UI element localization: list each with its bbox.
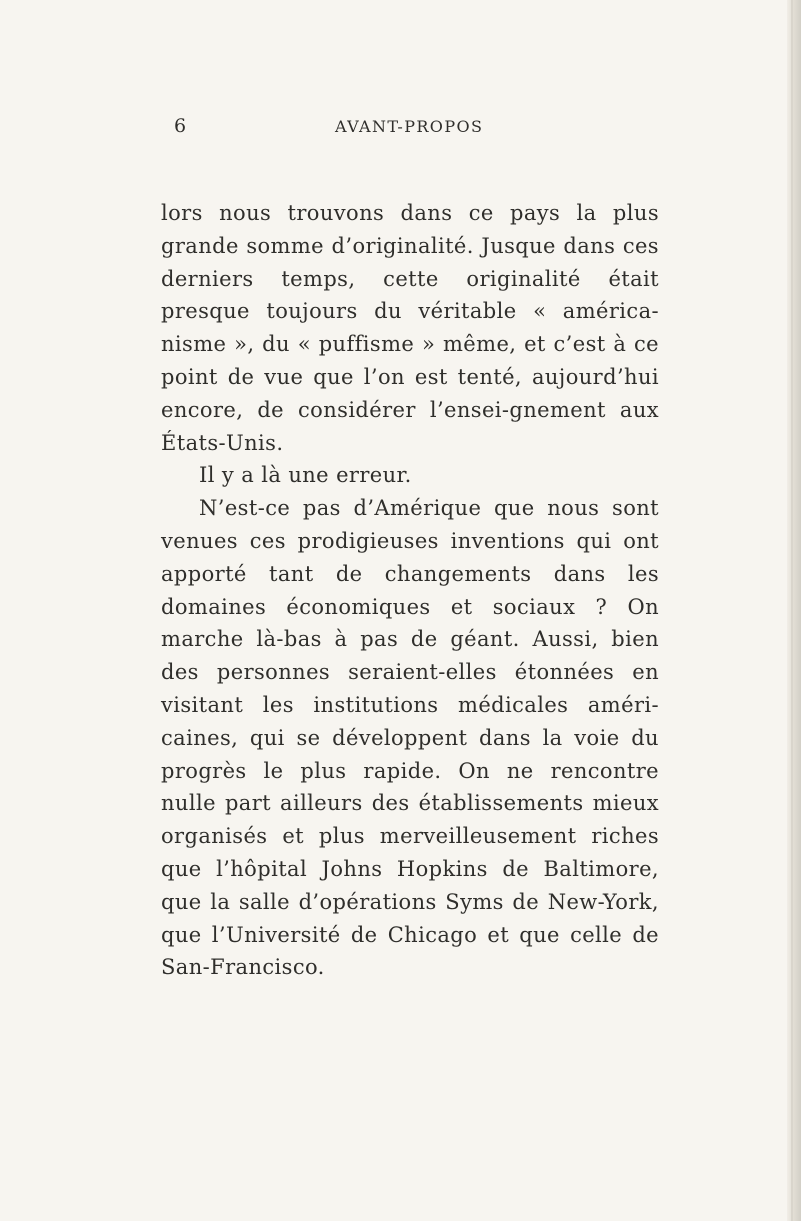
page-header	[174, 115, 509, 145]
paragraph-1: lors nous trouvons dans ce pays la plus grande somme d’originalité. Jusque dans ces derniers temps, cette originalité était presque toujours du véritable « américa-nisme », du « puffisme » même, et c’est à ce point de vue que l’on est tenté, aujourd’hui encore, de considérer l’ensei-gnement aux États-Unis.	[161, 201, 659, 455]
paragraph-2: Il y a là une erreur.	[199, 463, 412, 488]
page-edge-line	[791, 0, 793, 1221]
paragraph-3: N’est-ce pas d’Amérique que nous sont venues ces prodigieuses inventions qui ont apporté tant de changements dans les domaines économiques et sociaux ? On marche là-bas à pas de géant. Aussi, bien des personnes seraient-elles étonnées en visitant les institutions médicales améri-caines, qui se développent dans la voie du progrès le plus rapide. On ne rencontre nulle part ailleurs des établissements mieux organisés et plus merveilleusement riches que l’hôpital Johns Hopkins de Baltimore, que la salle d’opérations Syms de New-York, que l’Université de Chicago et que celle de San-Francisco.	[161, 496, 659, 980]
page-number: 6	[174, 115, 187, 137]
page-edge-shadow	[787, 0, 801, 1221]
body-text	[161, 197, 659, 984]
running-head: AVANT-PROPOS	[335, 117, 484, 136]
